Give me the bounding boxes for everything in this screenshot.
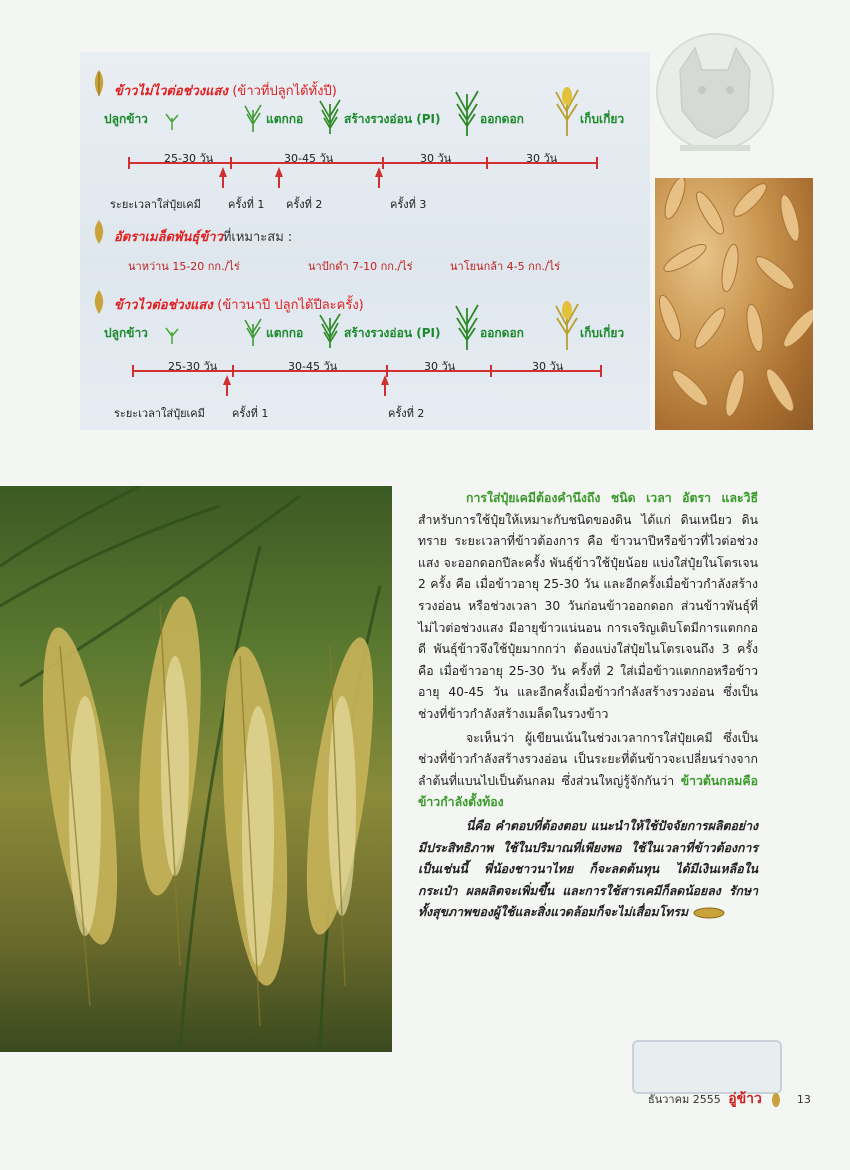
stage-planting: ปลูกข้าว <box>104 326 148 340</box>
article-paragraph-3-text: นี่คือ คำตอบที่ต้องตอบ แนะนำให้ใช้ปัจจัยการผลิตอย่างมีประสิทธิภาพ ใช้ในปริมาณที่เพียงพอ ใช้ในเวลาที่ข้าวต้องการ เป็นเช่นนี้ พี่น้องชาวนาไทย ก็จะลดต้นทุน ได้มีเงินเหลือในกระเป๋า ผลผลิตจะเพิ่มขึ้น และการใช้สารเคมีก็ลดน้อยลง รักษาทั้งสุขภาพของผู้ใช้และสิ่งแวดล้อมก็จะไม่เสื่อมโทรม <box>418 818 758 920</box>
span-label: 30-45 วัน <box>288 360 338 373</box>
sponsor-logo-box <box>632 1040 782 1094</box>
page-number: 13 <box>796 1093 811 1106</box>
stage-planting: ปลูกข้าว <box>104 112 148 126</box>
rice-growth-infographic <box>80 52 650 430</box>
span-label: 30 วัน <box>532 360 564 373</box>
article-paragraph-2-text: จะเห็นว่า ผู้เขียนเน้นในช่วงเวลาการใส่ปุ๋ยเคมี ซึ่งเป็นช่วงที่ข้าวกำลังสร้างรวงอ่อน เป็นระยะที่ต้นข้าวจะเปลี่ยนร่างจากลำต้นที่แบนไปเป็นต้นกลม ซึ่งส่วนใหญ่รู้จักกันว่า <box>418 730 758 788</box>
fertilizer-timing-label: ระยะเวลาใส่ปุ๋ยเคมี <box>114 407 205 420</box>
rice-grain-icon <box>769 1092 783 1108</box>
article-paragraph-2 <box>418 728 758 814</box>
stage-harvest: เก็บเกี่ยว <box>580 112 625 126</box>
span-label: 30 วัน <box>526 152 558 165</box>
magazine-name: อู่ข้าว <box>728 1091 762 1107</box>
fertilizer-arrow <box>378 176 380 188</box>
section-title-seed-rate: อัตราเมล็ดพันธุ์ข้าวที่เหมาะสม : <box>114 230 293 245</box>
rice-field-photo <box>0 486 392 1052</box>
timeline-tick <box>600 365 602 377</box>
span-label: 30-45 วัน <box>284 152 334 165</box>
timeline-tick <box>232 365 234 377</box>
section-title-non-photoperiod: ข้าวไม่ไวต่อช่วงแสง (ข้าวที่ปลูกได้ทั้งปี) <box>114 84 337 99</box>
fertilizer-timing-label: ระยะเวลาใส่ปุ๋ยเคมี <box>110 198 201 211</box>
tillering-plant-icon <box>242 102 264 132</box>
stage-tillering: แตกกอ <box>266 326 304 340</box>
flowering-plant-icon <box>454 304 480 350</box>
article-lead-heading: การใส่ปุ๋ยเคมีต้องคำนึงถึง ชนิด เวลา อัตรา และวิธี <box>466 491 758 505</box>
article-body <box>418 488 758 924</box>
seed-rate-broadcast: นาหว่าน 15-20 กก./ไร่ <box>128 260 240 273</box>
article-paragraph-1-text: สำหรับการใช้ปุ๋ยให้เหมาะกับชนิดของดิน ได้แก่ ดินเหนียว ดินทราย ระยะเวลาที่ข้าวต้องการ คือ ข้าวนาปีหรือข้าวที่ไวต่อช่วงแสง จะออกดอกปีละครั้ง พันธุ์ข้าวใช้ปุ๋ยน้อย แบ่งใส่ปุ๋ยในโตรเจน 2 ครั้ง คือ เมื่อข้าวอายุ 25-30 วัน และอีกครั้งเมื่อข้าวกำลังสร้างรวงอ่อน หรือช่วงเวลา 30 วันก่อนข้าวออกดอก ส่วนข้าวพันธุ์ที่ไม่ไวต่อช่วงแสง มีอายุข้าวแน่นอน การเจริญเติบโตมีการแตกกอดี พันธุ์ข้าวจึงใช้ปุ๋ยมากกว่า ต้องแบ่งใส่ปุ๋ยไนโตรเจนถึง 3 ครั้ง คือ เมื่อข้าวอายุ 25-30 วัน ครั้งที่ 2 ใส่เมื่อข้าวแตกกอหรือข้าวอายุ 40-45 วัน และอีกครั้งเมื่อข้าวกำลังสร้างรวงอ่อน ซึ่งเป็นช่วงที่ข้าวกำลังสร้างเมล็ดในรวงข้าว <box>418 512 758 721</box>
issue-date: ธันวาคม 2555 <box>648 1093 721 1106</box>
fertilizer-time-2: ครั้งที่ 2 <box>286 198 323 211</box>
harvest-plant-icon <box>554 300 580 350</box>
stage-panicle-initiation: สร้างรวงอ่อน (PI) <box>344 112 441 126</box>
span-label: 30 วัน <box>424 360 456 373</box>
timeline-tick <box>486 157 488 169</box>
span-label: 25-30 วัน <box>164 152 214 165</box>
stage-harvest: เก็บเกี่ยว <box>580 326 625 340</box>
panicle-initiation-plant-icon <box>318 98 342 134</box>
timeline-tick <box>490 365 492 377</box>
fertilizer-time-1: ครั้งที่ 1 <box>228 198 265 211</box>
timeline-tick <box>132 365 134 377</box>
flowering-plant-icon <box>454 90 480 136</box>
span-label: 30 วัน <box>420 152 452 165</box>
article-paragraph-3 <box>418 816 758 924</box>
seedling-icon <box>164 110 180 130</box>
article-highlight: ข้าวต้นกลมคือข้าวกำลังตั้งท้อง <box>418 773 758 810</box>
harvest-plant-icon <box>554 86 580 136</box>
wolf-logo <box>650 30 780 170</box>
rice-grain-icon <box>90 288 108 316</box>
timeline-tick <box>596 157 598 169</box>
seed-rate-transplant: นาปักดำ 7-10 กก./ไร่ <box>308 260 413 273</box>
fertilizer-time-2: ครั้งที่ 2 <box>388 407 425 420</box>
stage-panicle-initiation: สร้างรวงอ่อน (PI) <box>344 326 441 340</box>
tillering-plant-icon <box>242 316 264 346</box>
fertilizer-arrow <box>384 384 386 396</box>
span-label: 25-30 วัน <box>168 360 218 373</box>
panicle-initiation-plant-icon <box>318 312 342 348</box>
rice-grain-icon <box>692 906 726 920</box>
rice-grain-icon <box>90 218 108 246</box>
timeline-tick <box>230 157 232 169</box>
seedling-icon <box>164 324 180 344</box>
fertilizer-arrow <box>226 384 228 396</box>
fertilizer-arrow <box>278 176 280 188</box>
stage-flowering: ออกดอก <box>480 112 524 126</box>
fertilizer-time-1: ครั้งที่ 1 <box>232 407 269 420</box>
page-footer <box>648 1088 811 1110</box>
rice-grains-photo <box>655 178 813 430</box>
section-title-photoperiod: ข้าวไวต่อช่วงแสง (ข้าวนาปี ปลูกได้ปีละครั้ง) <box>114 298 364 313</box>
rice-grain-icon <box>90 68 108 98</box>
article-paragraph-1 <box>418 488 758 726</box>
seed-rate-seedling-throw: นาโยนกล้า 4-5 กก./ไร่ <box>450 260 561 273</box>
fertilizer-time-3: ครั้งที่ 3 <box>390 198 427 211</box>
fertilizer-arrow <box>222 176 224 188</box>
stage-tillering: แตกกอ <box>266 112 304 126</box>
timeline-tick <box>128 157 130 169</box>
stage-flowering: ออกดอก <box>480 326 524 340</box>
